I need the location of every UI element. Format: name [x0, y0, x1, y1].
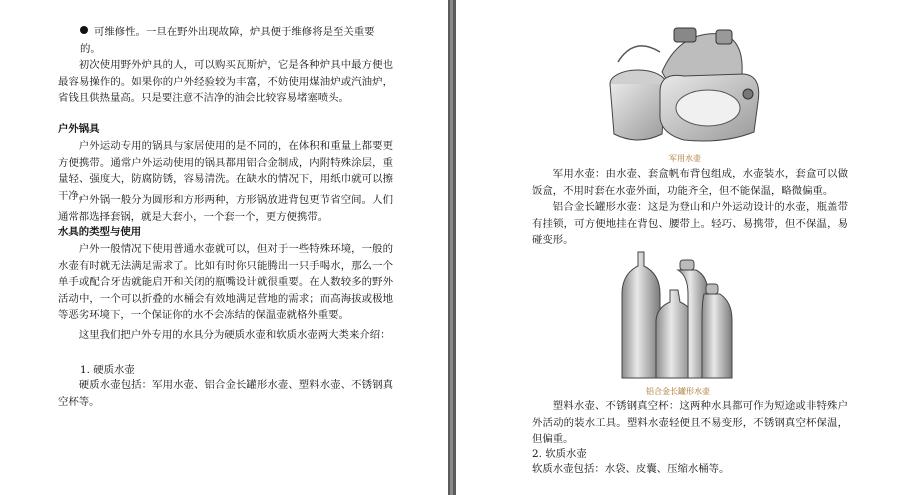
paragraph-military-canteen: [532, 166, 848, 199]
para-text: 硬质水壶包括：军用水壶、铝合金长罐形水壶、塑料水壶、不锈钢真空杯等。: [58, 379, 393, 408]
para-text: 户外锅一般分为圆形和方形两种，方形锅放进背包更节省空间。人们通常都选择套锅，就是大套小，一个套一个，更方便携带。: [58, 194, 393, 223]
page-gutter: [448, 0, 456, 495]
paragraph-soft: [532, 461, 848, 478]
para-text: 铝合金长罐形水壶：这是为登山和户外运动设计的水壶，瓶盖带有挂锁，可方便地挂在背包、腰带上。轻巧、易携带，但不保温，易碰变形。: [532, 201, 848, 247]
paragraph-classify: [58, 327, 393, 344]
paragraph-aluminum-bottle: [532, 199, 848, 249]
para-text: 初次使用野外炉具的人，可以购买瓦斯炉，它是各种炉具中最方便也最容易操作的。如果你的户外经验较为丰富，不妨使用煤油炉或汽油炉，省钱且供热量高。只是要注意不洁净的油会比较容易堵塞喷头。: [58, 59, 393, 105]
para-text: 户外运动专用的锅具与家居使用的是不同的，在体积和重量上都要更方便携带。通常户外运动使用的锅具都用铝合金制成，内附特殊涂层，重量轻、强度大，防腐防锈，容易清洗。在缺水的情况下，用纸巾就可以擦干净。: [58, 140, 393, 202]
paragraph-hard: [58, 377, 393, 410]
right-page: [456, 0, 900, 495]
para-text: 软质水壶包括：水袋、皮囊、压缩水桶等。: [532, 463, 730, 475]
paragraph-water: [58, 241, 393, 324]
subheading-hard: 1. 硬质水壶: [80, 364, 135, 376]
para-text: 塑料水壶、不锈钢真空杯：这两种水具都可作为短途或非特殊户外活动的装水工具。塑料水壶轻便且不易变形，不锈钢真空杯保温，但偏重。: [532, 400, 848, 446]
military-canteen-illustration: [604, 22, 766, 148]
caption-military-canteen: 军用水壶: [669, 154, 701, 163]
left-page: [0, 0, 448, 495]
paragraph-plastic-steel: [532, 398, 848, 448]
bullet-text: 可维修性。一旦在野外出现故障，炉具便于维修将是至关重要的。: [80, 26, 375, 55]
paragraph-pot-shapes: [58, 192, 393, 225]
paragraph-stove: [58, 57, 393, 107]
aluminum-bottles-illustration: [618, 246, 738, 382]
para-text: 军用水壶：由水壶、套盒帆布背包组成，水壶装水，套盒可以做饭盒，不用时套在水壶外面，功能齐全，但不能保温，略微偏重。: [532, 168, 848, 197]
bullet-icon: [80, 26, 88, 34]
subheading-soft: 2. 软质水壶: [532, 448, 587, 460]
bullet-item: [80, 24, 392, 57]
para-text: 户外一般情况下使用普通水壶就可以，但对于一些特殊环境，一般的水壶有时就无法满足需求了。比如有时你只能腾出一只手喝水，那么一个单手或配合牙齿就能启开和关闭的瓶嘴设计就很重要。在人数较多的野外活动中，一个可以折叠的水桶会有效地满足营地的需求；而高海拔或极地等恶劣环境下，一个保证你的水不会冻结的保温壶就格外重要。: [58, 243, 393, 322]
heading-water: 水具的类型与使用: [58, 226, 142, 238]
para-text: 这里我们把户外专用的水具分为硬质水壶和软质水壶两大类来介绍：: [78, 329, 391, 341]
caption-aluminum-bottle: 铝合金长罐形水壶: [646, 387, 710, 396]
heading-pots: 户外锅具: [58, 123, 100, 135]
